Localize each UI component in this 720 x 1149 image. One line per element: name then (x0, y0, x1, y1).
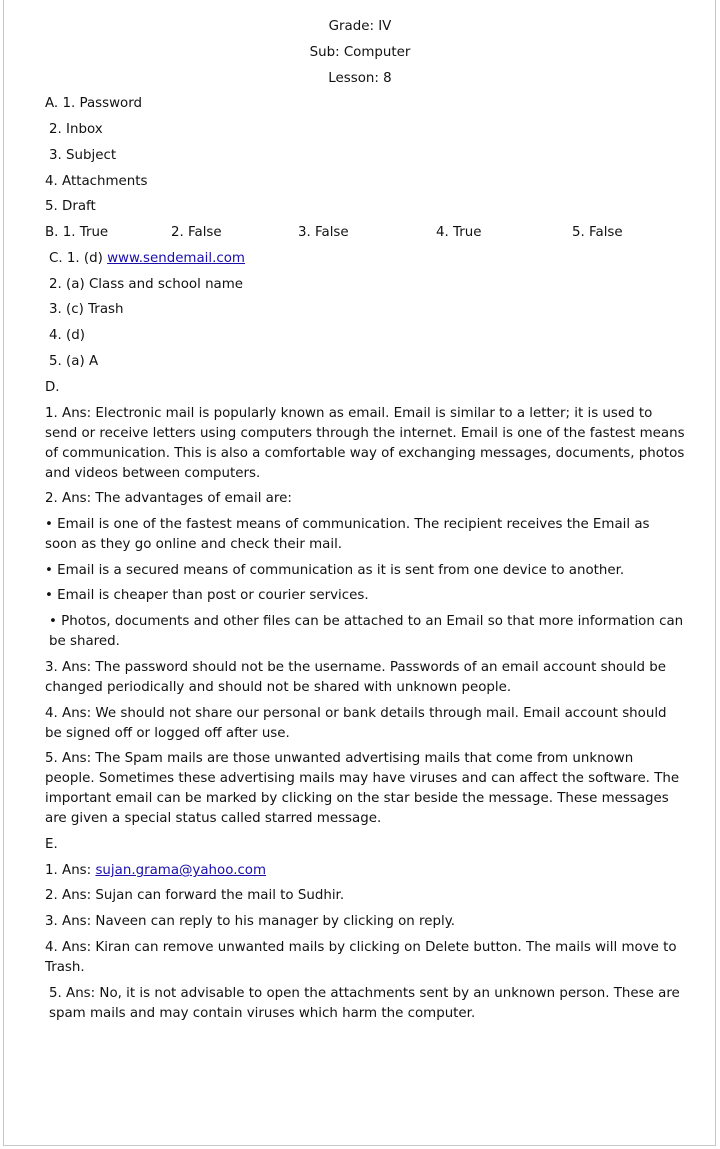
section-e-heading: E. (45, 837, 58, 852)
section-a-item-3: 3. Subject (49, 148, 117, 163)
section-d-answer-5: 5. Ans: The Spam mails are those unwanted advertising mails that come from unknown people. Sometimes these advertising mails may have viruses and can affect the software. The important email can be marked by clicking on the star beside the message. These messages are given a special status called starred message. (45, 751, 680, 826)
section-d-answer-2: 2. Ans: The advantages of email are: (45, 491, 292, 506)
section-c-item-1-text: C. 1. (d) (49, 251, 108, 266)
section-b-item-5: 5. False (572, 225, 623, 240)
email-address-link[interactable]: sujan.grama@yahoo.com (95, 863, 267, 878)
section-c-item-4: 4. (d) (49, 328, 85, 343)
lesson-heading: Lesson: 8 (328, 71, 392, 86)
section-b-item-3: 3. False (298, 225, 349, 240)
section-a-item-5: 5. Draft (45, 199, 96, 214)
section-e-answer-1-text: 1. Ans: (45, 863, 96, 878)
section-a-item-1: A. 1. Password (45, 96, 143, 111)
subject-heading: Sub: Computer (309, 45, 411, 60)
section-d-bullet-4: • Photos, documents and other files can be attached to an Email so that more information can be shared. (49, 614, 684, 649)
section-b-item-4: 4. True (436, 225, 482, 240)
section-c-item-1 (49, 249, 245, 269)
section-d-bullet-2: • Email is a secured means of communication as it is sent from one device to another. (45, 563, 625, 578)
section-e-answer-4: 4. Ans: Kiran can remove unwanted mails by clicking on Delete button. The mails will move to Trash. (45, 940, 677, 975)
section-d-answer-1: 1. Ans: Electronic mail is popularly known as email. Email is similar to a letter; it is used to send or receive letters using computers through the internet. Email is one of the fastest means of communication. This is also a comfortable way of exchanging messages, documents, photos and videos between computers. (45, 406, 685, 481)
sendemail-link[interactable]: www.sendemail.com (107, 251, 245, 266)
section-e-answer-3: 3. Ans: Naveen can reply to his manager by clicking on reply. (45, 914, 455, 929)
section-d-heading: D. (45, 380, 60, 395)
section-a-item-2: 2. Inbox (49, 122, 103, 137)
section-d-bullet-1: • Email is one of the fastest means of communication. The recipient receives the Email as soon as they go online and check their mail. (45, 517, 650, 552)
section-d-answer-3: 3. Ans: The password should not be the username. Passwords of an email account should be changed periodically and should not be shared with unknown people. (45, 660, 666, 695)
section-c-item-5: 5. (a) A (49, 354, 99, 369)
section-e-answer-1 (45, 861, 266, 881)
section-e-answer-2: 2. Ans: Sujan can forward the mail to Sudhir. (45, 888, 345, 903)
section-c-item-3: 3. (c) Trash (49, 302, 124, 317)
grade-heading: Grade: IV (328, 19, 392, 34)
section-b-item-2: 2. False (171, 225, 222, 240)
section-d-bullet-3: • Email is cheaper than post or courier services. (45, 588, 369, 603)
section-e-answer-5: 5. Ans: No, it is not advisable to open the attachments sent by an unknown person. These are spam mails and may contain viruses which harm the computer. (49, 986, 680, 1021)
section-b-item-1: B. 1. True (45, 225, 109, 240)
section-d-answer-4: 4. Ans: We should not share our personal or bank details through mail. Email account should be signed off or logged off after use. (45, 706, 667, 741)
section-c-item-2: 2. (a) Class and school name (49, 277, 244, 292)
section-a-item-4: 4. Attachments (45, 174, 148, 189)
